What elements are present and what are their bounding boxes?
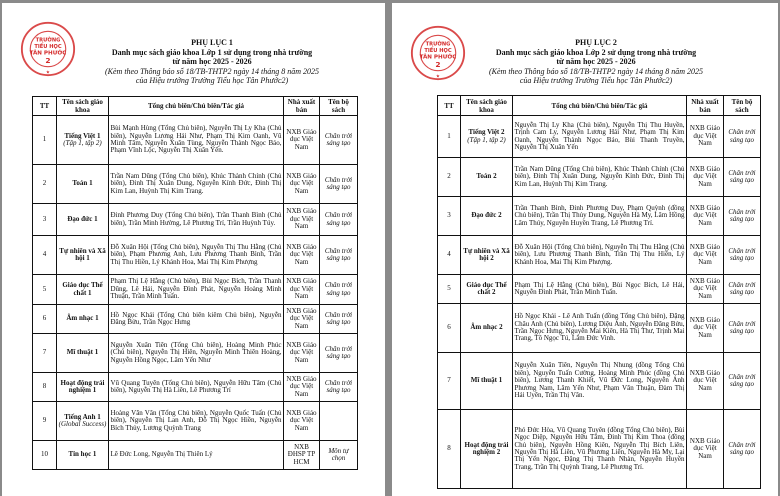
book-series: Chân trời sáng tạo: [320, 116, 358, 165]
publisher: NXB Giáo dục Việt Nam: [284, 305, 320, 334]
appendix-title: PHỤ LỤC 1: [191, 38, 233, 47]
appendix-page-1: [2, 3, 385, 496]
school-seal: [410, 25, 466, 81]
book-series: Chân trời sáng tạo: [320, 275, 358, 305]
book-series: Chân trời sáng tạo: [320, 165, 358, 204]
book-title: Đạo đức 1: [67, 214, 98, 223]
book-title-cell: [57, 305, 109, 334]
publisher: NXB Giáo dục Việt Nam: [284, 165, 320, 204]
svg-text:TÂN PHƯỚC: TÂN PHƯỚC: [419, 54, 457, 61]
svg-text:★: ★: [435, 74, 441, 80]
row-number: 7: [33, 334, 57, 373]
book-title: Tiếng Việt 2: [468, 128, 505, 137]
table-row: [33, 305, 358, 334]
book-title-cell: [57, 275, 109, 305]
row-number: 3: [33, 204, 57, 236]
issuer-note: của Hiệu trưởng Trường Tiểu học Tân Phước2): [519, 76, 673, 86]
row-number: 6: [33, 305, 57, 334]
appendix-title: PHỤ LỤC 2: [575, 38, 617, 47]
book-title-cell: [57, 334, 109, 373]
table-row: [33, 204, 358, 236]
row-number: 5: [438, 275, 461, 304]
book-title-cell: [57, 373, 109, 402]
book-title: Mĩ thuật 1: [66, 348, 99, 357]
svg-text:TIỂU HỌC: TIỂU HỌC: [424, 48, 452, 55]
book-title: Tiếng Anh 1: [64, 412, 101, 421]
column-header: Tên sách giáo khoa: [461, 96, 513, 116]
authors: Nguyễn Xuân Tiên (Tổng Chủ biên), Hoàng Minh Phúc (Chủ biên), Nguyễn Thị Hiên, Nguyễn Minh Thiên Hoàng, Nguyễn Hồng Ngọc, Lâm Yến Như: [109, 334, 284, 373]
table-row: [438, 158, 761, 197]
book-subtitle: (Tập 1, tập 2): [467, 135, 506, 144]
row-number: 8: [438, 410, 461, 489]
svg-text:TRƯỜNG: TRƯỜNG: [35, 37, 61, 44]
book-series: Chân trời sáng tạo: [724, 158, 761, 197]
table-header: [33, 97, 358, 116]
book-title: Toán 1: [72, 179, 93, 188]
school-year: từ năm học 2025 - 2026: [556, 57, 636, 67]
authors: Hồ Ngọc Khải (Tổng Chủ biên kiêm Chủ biên), Nguyễn Đăng Bửu, Trần Ngọc Hưng: [109, 305, 284, 334]
row-number: 4: [438, 236, 461, 275]
book-title-cell: [461, 197, 513, 236]
column-header: Tên bộ sách: [320, 97, 358, 116]
table-row: [33, 275, 358, 305]
authors: Trần Nam Dũng (Tổng Chủ biên), Khúc Thành Chính (Chủ biên), Đinh Thị Xuân Dung, Nguyễn Kính Đức, Đinh Thị Kim Lan, Huỳnh Thị Kim Trang.: [513, 158, 687, 197]
book-title: Tin học 1: [68, 450, 97, 459]
table-row: [438, 410, 761, 489]
table-row: [438, 275, 761, 304]
book-title: Hoạt động trải nghiệm 1: [60, 378, 105, 394]
svg-text:TÂN PHƯỚC: TÂN PHƯỚC: [29, 50, 67, 57]
school-year: từ năm học 2025 - 2026: [172, 57, 252, 67]
row-number: 1: [438, 116, 461, 158]
svg-text:TRƯỜNG: TRƯỜNG: [425, 41, 451, 48]
book-title: Toán 2: [476, 172, 497, 181]
document-heading: [478, 38, 714, 86]
book-title: Tự nhiên và Xã hội 2: [463, 246, 510, 262]
column-header: TT: [33, 97, 57, 116]
publisher: NXB Giáo dục Việt Nam: [687, 197, 724, 236]
attachment-note: (Kèm theo Thông báo số 18/TB-THTP2 ngày 14 tháng 8 năm 2025: [105, 66, 319, 76]
publisher: NXB Giáo dục Việt Nam: [284, 402, 320, 441]
table-row: [33, 236, 358, 275]
authors: Nguyễn Xuân Tiên, Nguyễn Thị Nhung (đồng Tổng Chủ biên), Nguyễn Tuấn Cường, Hoàng Minh Phúc (đồng Chủ biên), Lương Thanh Khiết, Vũ Đức Long, Nguyễn Ánh Phương Nam, Lâm Yến Như, Phạm Văn Thuận, Đàm Thị Hải Uyên, Trần Thị Vân.: [513, 353, 687, 410]
authors: Nguyễn Thị Ly Kha (Chủ biên), Nguyễn Thị Thu Huyền, Trịnh Cam Ly, Nguyễn Lương Hải Như, Phạm Thị Kim Oanh, Nguyễn Thành Ngọc Bảo, Bùi Thanh Truyền, Nguyễn Thị Xuân Yến: [513, 116, 687, 158]
table-row: [438, 353, 761, 410]
publisher: NXB Giáo dục Việt Nam: [284, 373, 320, 402]
book-title-cell: [57, 116, 109, 165]
publisher: NXB Giáo dục Việt Nam: [284, 204, 320, 236]
publisher: NXB Giáo dục Việt Nam: [284, 236, 320, 275]
book-title-cell: [461, 410, 513, 489]
authors: Trần Thanh Bình, Đinh Phương Duy, Phạm Quỳnh (đồng Chủ biên), Trần Thị Thủy Dung, Nguyễn Hà My, Lâm Hồng Lâm Thúy, Nguyễn Huyền Trang, Lê Phương Trí.: [513, 197, 687, 236]
publisher: NXB Giáo dục Việt Nam: [687, 275, 724, 304]
book-title: Âm nhạc 2: [470, 323, 503, 332]
book-series: Chân trời sáng tạo: [724, 116, 761, 158]
authors: Phạm Thị Lệ Hằng (Chủ biên), Bùi Ngọc Bích, Trần Thanh Dũng, Lê Hải, Nguyễn Đình Phát, Nguyễn Hoàng Minh Thuận, Trần Minh Tuấn.: [109, 275, 284, 305]
book-title-cell: [57, 165, 109, 204]
textbook-table: [32, 96, 358, 470]
row-number: 6: [438, 304, 461, 353]
publisher: NXB Giáo dục Việt Nam: [687, 304, 724, 353]
book-subtitle: (Tập 1, tập 2): [63, 139, 102, 147]
book-series: Chân trời sáng tạo: [724, 410, 761, 489]
publisher: NXB Giáo dục Việt Nam: [687, 353, 724, 410]
svg-text:TIỂU HỌC: TIỂU HỌC: [34, 44, 62, 51]
authors: Phạm Thị Lệ Hằng (Chủ biên), Bùi Ngọc Bích, Lê Hải, Nguyễn Đình Phát, Trần Minh Tuấn.: [513, 275, 687, 304]
authors: Đỗ Xuân Hội (Tổng Chủ biên), Nguyễn Thị Thu Hằng (Chủ biên), Lưu Phương Thanh Bình, Trần Thị Thu Hiền, Lý Khánh Hoa, Mai Thị Kim Phượng.: [513, 236, 687, 275]
book-series: Chân trời sáng tạo: [320, 236, 358, 275]
row-number: 9: [33, 402, 57, 441]
appendix-subtitle: Danh mục sách giáo khoa Lớp 2 sử dụng trong nhà trường: [495, 47, 697, 57]
book-series: Chân trời sáng tạo: [320, 334, 358, 373]
issuer-note: của Hiệu trưởng Trường Tiểu học Tân Phước2): [135, 76, 289, 86]
column-header: Tổng chủ biên/Chủ biên/Tác giả: [513, 96, 687, 116]
book-title-cell: [57, 441, 109, 470]
book-title-cell: [57, 204, 109, 236]
document-heading: [94, 38, 330, 86]
table-row: [33, 441, 358, 470]
attachment-note: (Kèm theo Thông báo số 18/TB-THTP2 ngày 14 tháng 8 năm 2025: [489, 66, 703, 76]
table-row: [33, 165, 358, 204]
publisher: NXB Giáo dục Việt Nam: [284, 334, 320, 373]
authors: Phó Đức Hòa, Vũ Quang Tuyên (đồng Tổng Chủ biên), Bùi Ngọc Diệp, Nguyễn Hữu Tâm, Đinh Thị Kim Thoa (đồng Chủ biên), Nguyễn Hồng Kiên, Nguyễn Thị Bích Liên, Nguyễn Thị Hà Liên, Vũ Phương Liên, Nguyễn Hà My, Lại Thị Yến Ngọc, Đặng Thị Thanh Nhàn, Nguyễn Huyền Trang, Trần Thị Quỳnh Trang, Lê Phương Trí.: [513, 410, 687, 489]
appendix-subtitle: Danh mục sách giáo khoa Lớp 1 sử dụng trong nhà trường: [111, 47, 313, 57]
school-seal: [20, 21, 76, 77]
row-number: 7: [438, 353, 461, 410]
book-series: Chân trời sáng tạo: [724, 275, 761, 304]
book-title-cell: [461, 116, 513, 158]
publisher: NXB Giáo dục Việt Nam: [687, 236, 724, 275]
authors: Hoàng Văn Vân (Tổng Chủ biên), Nguyễn Quốc Tuấn (Chủ biên), Nguyễn Thị Lan Anh, Đỗ Thị Ngọc Hiền, Nguyễn Bích Thủy, Lương Quỳnh Trang: [109, 402, 284, 441]
book-series: [320, 402, 358, 441]
column-header: Nhà xuất bản: [687, 96, 724, 116]
book-title-cell: [461, 353, 513, 410]
svg-text:2: 2: [45, 56, 51, 65]
row-number: 4: [33, 236, 57, 275]
row-number: 8: [33, 373, 57, 402]
row-number: 10: [33, 441, 57, 470]
book-series: Chân trời sáng tạo: [724, 197, 761, 236]
authors: Đinh Phương Duy (Tổng Chủ biên), Trần Thanh Bình (Chủ biên), Trần Minh Hường, Lê Phương Trí, Trần Huỳnh Túy.: [109, 204, 284, 236]
textbook-table: [437, 95, 761, 489]
book-series: Chân trời sáng tạo: [724, 304, 761, 353]
book-title: Âm nhạc 1: [66, 314, 99, 323]
book-series: Chân trời sáng tạo: [724, 236, 761, 275]
publisher: NXB Giáo dục Việt Nam: [284, 275, 320, 305]
authors: Vũ Quang Tuyên (Tổng Chủ biên), Nguyễn Hữu Tâm (Chủ biên), Nguyễn Thị Hà Liên, Lê Phương Trí: [109, 373, 284, 402]
book-title-cell: [461, 275, 513, 304]
book-title-cell: [461, 304, 513, 353]
book-title-cell: [461, 158, 513, 197]
stamp: [20, 21, 76, 77]
row-number: 2: [33, 165, 57, 204]
table-row: [33, 334, 358, 373]
svg-text:★: ★: [45, 70, 51, 76]
book-title: Hoạt động trải nghiệm 2: [464, 440, 509, 456]
book-title-cell: [461, 236, 513, 275]
stamp: [410, 25, 466, 81]
authors: Hồ Ngọc Khải - Lê Anh Tuấn (đồng Tổng Chủ biên), Đặng Châu Anh (Chủ biên), Lương Diệu Ánh, Nguyễn Đăng Bửu, Trần Ngọc Hưng, Nguyễn Mai Kiên, Hà Thị Thư, Trịnh Mai Trang, Tô Ngọc Tú, Lâm Đức Vinh.: [513, 304, 687, 353]
book-title: Mĩ thuật 1: [470, 376, 503, 385]
table-row: [438, 116, 761, 158]
book-title-cell: [57, 236, 109, 275]
svg-text:2: 2: [435, 60, 441, 69]
table-row: [438, 236, 761, 275]
table-row: [33, 116, 358, 165]
table-row: [438, 197, 761, 236]
column-header: Nhà xuất bản: [284, 97, 320, 116]
row-number: 5: [33, 275, 57, 305]
column-header: Tên bộ sách: [724, 96, 761, 116]
publisher: NXB Giáo dục Việt Nam: [284, 116, 320, 165]
authors: Bùi Mạnh Hùng (Tổng Chủ biên), Nguyễn Thị Ly Kha (Chủ biên), Nguyễn Lương Hải Như, Phạm Thị Kim Oanh, Vũ Minh Tâm, Nguyễn Xuân Tùng, Nguyễn Thành Ngọc Bảo, Phạm Vĩnh Lộc, Nguyễn Thị Xuân Yến.: [109, 116, 284, 165]
row-number: 2: [438, 158, 461, 197]
appendix-page-2: [392, 3, 778, 496]
authors: Đỗ Xuân Hội (Tổng Chủ biên), Nguyễn Thị Thu Hằng (Chủ biên), Phạm Phương Anh, Lưu Phương Thanh Bình, Trần Thị Thu Hiền, Lý Khánh Hoa, Mai Thị Kim Phượng: [109, 236, 284, 275]
column-header: Tên sách giáo khoa: [57, 97, 109, 116]
row-number: 1: [33, 116, 57, 165]
publisher: NXB Giáo dục Việt Nam: [687, 116, 724, 158]
book-series: Chân trời sáng tạo: [724, 353, 761, 410]
column-header: Tổng chủ biên/Chủ biên/Tác giả: [109, 97, 284, 116]
book-series: Môn tự chọn: [320, 441, 358, 470]
publisher: NXB Giáo dục Việt Nam: [687, 410, 724, 489]
authors: Trần Nam Dũng (Tổng Chủ biên), Khúc Thành Chính (Chủ biên), Đinh Thị Xuân Dung, Nguyễn Kính Đức, Đinh Thị Kim Lan, Huỳnh Thị Kim Trang.: [109, 165, 284, 204]
book-title-cell: [57, 402, 109, 441]
book-series: Chân trời sáng tạo: [320, 373, 358, 402]
table-row: [33, 402, 358, 441]
book-series: Chân trời sáng tạo: [320, 204, 358, 236]
book-title: Tự nhiên và Xã hội 1: [59, 246, 106, 262]
book-title: Giáo dục Thể chất 2: [466, 280, 507, 296]
table-row: [33, 373, 358, 402]
authors: Lê Đức Long, Nguyễn Thị Thiên Lý: [109, 441, 284, 470]
book-title: Đạo đức 2: [471, 211, 502, 220]
column-header: TT: [438, 96, 461, 116]
book-subtitle: (Global Success): [58, 420, 107, 428]
book-series: Chân trời sáng tạo: [320, 305, 358, 334]
table-row: [438, 304, 761, 353]
table-header: [438, 96, 761, 116]
book-title: Tiếng Việt 1: [64, 131, 101, 140]
row-number: 3: [438, 197, 461, 236]
publisher: NXB Giáo dục Việt Nam: [687, 158, 724, 197]
book-title: Giáo dục Thể chất 1: [62, 281, 103, 297]
publisher: NXB ĐHSP TP HCM: [284, 441, 320, 470]
